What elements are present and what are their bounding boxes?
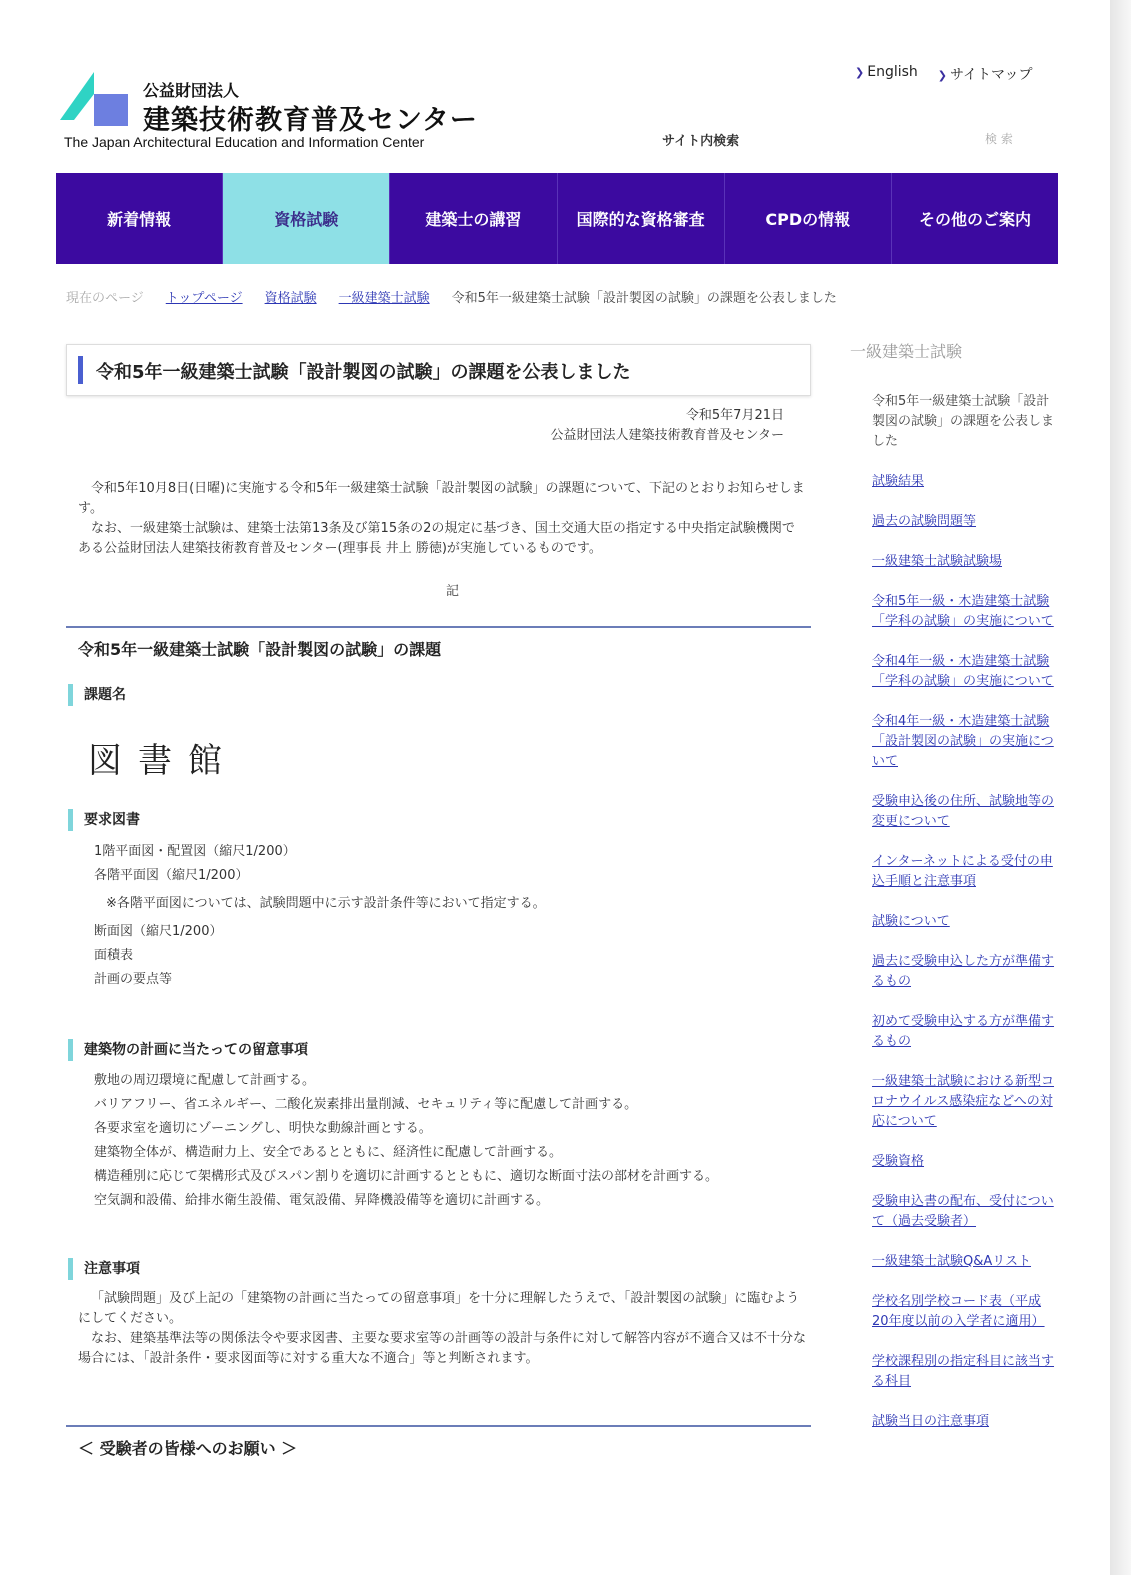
caution-heading: 注意事項	[68, 1258, 140, 1280]
sidebar-item-results[interactable]: 試験結果	[872, 474, 925, 489]
request-title: ＜ 受験者の皆様へのお願い ＞	[78, 1439, 298, 1458]
drawings-heading: 要求図書	[68, 809, 140, 831]
section-divider	[66, 626, 811, 628]
sidebar-item-qa[interactable]: 一級建築士試験Q&Aリスト	[872, 1254, 1032, 1269]
page-title: 令和5年一級建築士試験「設計製図の試験」の課題を公表しました	[96, 362, 631, 383]
list-item: 建築物全体が、構造耐力上、安全であるとともに、経済性に配慮して計画する。	[94, 1145, 563, 1160]
sidebar-item-past-applicants[interactable]: 過去に受験申込した方が準備するもの	[872, 954, 1055, 989]
section-divider	[66, 1425, 811, 1427]
sidebar-item-eligibility[interactable]: 受験資格	[872, 1154, 925, 1169]
issuer: 公益財団法人建築技術教育普及センター	[550, 428, 784, 443]
org-name[interactable]: 建築技術教育普及センター	[143, 105, 478, 136]
english-link-label: English	[867, 64, 918, 80]
breadcrumb-first-class[interactable]: 一級建築士試験	[338, 291, 430, 306]
sidebar-item-r4-academic[interactable]: 令和4年一級・木造建築士試験「学科の試験」の実施について	[872, 654, 1054, 689]
sidebar-item-school-codes[interactable]: 学校名別学校コード表（平成20年度以前の入学者に適用）	[872, 1294, 1045, 1329]
subject-heading: 課題名	[68, 684, 126, 706]
list-item: 計画の要点等	[94, 972, 173, 987]
sidebar-item-covid[interactable]: 一級建築士試験における新型コロナウイルス感染症などへの対応について	[872, 1074, 1055, 1129]
sitemap-link-label: サイトマップ	[950, 67, 1033, 83]
org-english-name: The Japan Architectural Education and Information Center	[64, 134, 425, 150]
sidebar-item-about-exam[interactable]: 試験について	[872, 914, 950, 929]
search-input[interactable]	[760, 125, 970, 151]
intro-paragraph-1: 令和5年10月8日(日曜)に実施する令和5年一級建築士試験「設計製図の試験」の課題について、下記のとおりお知らせします。	[78, 481, 805, 516]
search-button[interactable]: 検 索	[985, 132, 1013, 146]
org-type: 公益財団法人	[143, 81, 240, 100]
list-item: 断面図（縮尺1/200）	[94, 924, 223, 939]
sidebar-item-address-change[interactable]: 受験申込後の住所、試験地等の変更について	[872, 794, 1055, 829]
list-item: バリアフリー、省エネルギー、二酸化炭素排出量削減、セキュリティ等に配慮して計画する。	[94, 1097, 638, 1112]
drawings-list	[94, 840, 546, 992]
sidebar-item-r4-design[interactable]: 令和4年一級・木造建築士試験「設計製図の試験」の実施について	[872, 714, 1054, 769]
list-item: 各階平面図（縮尺1/200）	[94, 868, 249, 883]
sidebar-item-designated-subjects[interactable]: 学校課程別の指定科目に該当する科目	[872, 1354, 1055, 1389]
sidebar-item-past-questions[interactable]: 過去の試験問題等	[872, 514, 977, 529]
top-links	[855, 64, 1032, 84]
list-item: 各要求室を適切にゾーニングし、明快な動線計画とする。	[94, 1121, 432, 1136]
planning-heading: 建築物の計画に当たっての留意事項	[68, 1039, 308, 1061]
drawings-note: ※各階平面図については、試験問題中に示す設計条件等において指定する。	[106, 896, 546, 911]
nav-item-news[interactable]: 新着情報	[56, 173, 223, 264]
chevron-right-icon: ❯	[937, 69, 947, 82]
breadcrumb-current: 令和5年一級建築士試験「設計製図の試験」の課題を公表しました	[451, 291, 837, 306]
sidebar-list	[872, 392, 1054, 1452]
nav-item-other[interactable]: その他のご案内	[918, 210, 1031, 229]
list-item: 空気調和設備、給排水衛生設備、電気設備、昇降機設備等を適切に計画する。	[94, 1193, 550, 1208]
breadcrumb	[66, 287, 837, 306]
sidebar-item-internet-application[interactable]: インターネットによる受付の申込手順と注意事項	[872, 854, 1053, 889]
sidebar-item-first-applicants[interactable]: 初めて受験申込する方が準備するもの	[872, 1014, 1055, 1049]
nav-item-exams[interactable]: 資格試験	[223, 173, 390, 264]
nav-item-courses[interactable]: 建築士の講習	[390, 173, 557, 264]
window-edge-shadow	[1110, 0, 1131, 1575]
breadcrumb-label: 現在のページ	[66, 291, 144, 306]
list-item: 敷地の周辺環境に配慮して計画する。	[94, 1073, 316, 1088]
publish-date: 令和5年7月21日	[685, 408, 784, 423]
english-link[interactable]	[855, 64, 918, 84]
search-label: サイト内検索	[662, 134, 740, 149]
global-nav	[56, 173, 1058, 264]
sitemap-link[interactable]	[938, 64, 1033, 84]
sidebar-title: 一級建築士試験	[850, 342, 963, 361]
caution-paragraph-2: なお、建築基準法等の関係法令や要求図書、主要な要求室等の計画等の設計与条件に対して解答内容が不適合又は不十分な場合には、「設計条件・要求図面等に対する重大な不適合」等と判断されます。	[78, 1331, 807, 1366]
list-item: 面積表	[94, 948, 134, 963]
list-item: 1階平面図・配置図（縮尺1/200）	[94, 844, 296, 859]
caution-paragraph-1: 「試験問題」及び上記の「建築物の計画に当たっての留意事項」を十分に理解したうえで、「設計製図の試験」に臨むようにしてください。	[78, 1291, 800, 1326]
intro-paragraph-2: なお、一級建築士試験は、建築士法第13条及び第15条の2の規定に基づき、国土交通大臣の指定する中央指定試験機関である公益財団法人建築技術教育普及センター(理事長 井上 勝徳)が実施しているものです。	[78, 521, 795, 556]
chevron-right-icon: ❯	[855, 66, 865, 79]
nav-item-international[interactable]: 国際的な資格審査	[558, 173, 725, 264]
ki-mark: 記	[446, 584, 460, 599]
sidebar-item-exam-day-notes[interactable]: 試験当日の注意事項	[872, 1414, 990, 1429]
page-title-box	[66, 344, 811, 396]
sidebar-item-current: 令和5年一級建築士試験「設計製図の試験」の課題を公表しました	[872, 394, 1055, 449]
breadcrumb-exams[interactable]: 資格試験	[264, 291, 317, 306]
section-title: 令和5年一級建築士試験「設計製図の試験」の課題	[78, 640, 442, 659]
sidebar-item-r5-academic[interactable]: 令和5年一級・木造建築士試験「学科の試験」の実施について	[872, 594, 1054, 629]
subject-name: 図書館	[88, 741, 238, 781]
breadcrumb-top[interactable]: トップページ	[165, 291, 243, 306]
logo-icon[interactable]	[60, 72, 130, 128]
list-item: 構造種別に応じて架構形式及びスパン割りを適切に計画するとともに、適切な断面寸法の部材を計画する。	[94, 1169, 719, 1184]
nav-item-cpd[interactable]: CPDの情報	[725, 173, 892, 264]
sidebar-item-venues[interactable]: 一級建築士試験試験場	[872, 554, 1003, 569]
title-accent-bar	[78, 356, 83, 384]
planning-list	[94, 1069, 718, 1213]
sidebar-item-application-forms[interactable]: 受験申込書の配布、受付について（過去受験者）	[872, 1194, 1054, 1229]
